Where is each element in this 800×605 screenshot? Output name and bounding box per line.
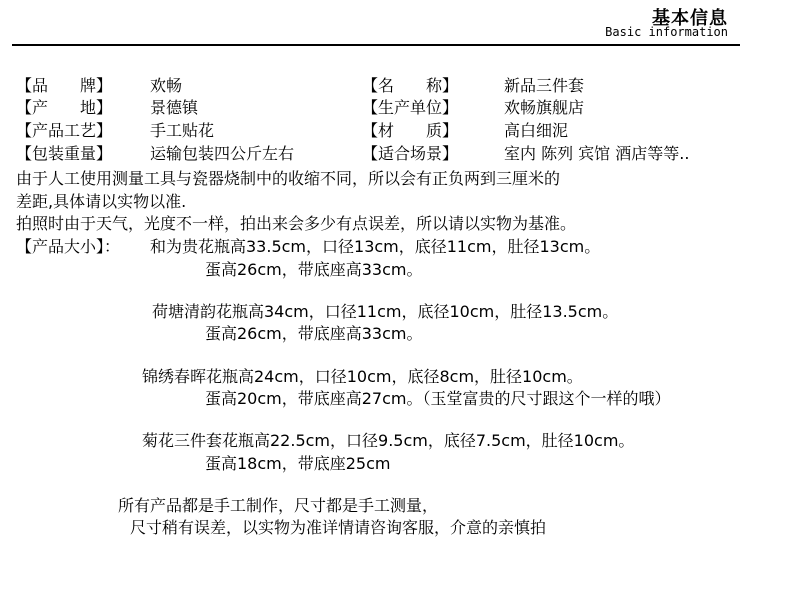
info-name-value: 新品三件套 [504, 76, 585, 95]
header-divider [12, 44, 740, 46]
footer-note: 所有产品都是手工制作，尺寸都是手工测量， [118, 496, 439, 515]
product-size-line: 和为贵花瓶高33.5cm，口径13cm，底径11cm，肚径13cm。 [150, 237, 601, 256]
info-scene-value: 室内 陈列 宾馆 酒店等等.. [504, 144, 690, 163]
info-weight-value: 运输包装四公斤左右 [150, 144, 295, 163]
info-name-label: 【名 称】 [362, 76, 459, 95]
product-size-line: 菊花三件套花瓶高22.5cm，口径9.5cm，底径7.5cm，肚径10cm。 [142, 431, 635, 450]
info-weight-label: 【包装重量】 [16, 144, 113, 163]
product-size-line: 蛋高26cm，带底座高33cm。 [205, 260, 423, 279]
info-origin-label: 【产 地】 [16, 98, 113, 117]
product-size-line: 蛋高26cm，带底座高33cm。 [205, 324, 423, 343]
note-line: 拍照时由于天气，光度不一样，拍出来会多少有点误差，所以请以实物为基准。 [16, 214, 577, 233]
info-craft-value: 手工贴花 [150, 121, 215, 140]
info-craft-label: 【产品工艺】 [16, 121, 113, 140]
product-size-line: 蛋高20cm，带底座高27cm。（玉堂富贵的尺寸跟这个一样的哦） [205, 389, 671, 408]
header-subtitle: Basic information [605, 25, 728, 39]
product-size-line: 锦绣春晖花瓶高24cm，口径10cm，底径8cm，肚径10cm。 [142, 367, 583, 386]
info-producer-label: 【生产单位】 [362, 98, 459, 117]
header-title: 基本信息 [652, 8, 728, 29]
product-size-line: 蛋高18cm，带底座25cm [205, 454, 391, 473]
product-size-line: 荷塘清韵花瓶高34cm，口径11cm，底径10cm，肚径13.5cm。 [152, 302, 619, 321]
info-origin-value: 景德镇 [150, 98, 199, 117]
info-producer-value: 欢畅旗舰店 [504, 98, 585, 117]
size-section-label: 【产品大小】： [16, 237, 121, 256]
info-brand-label: 【品 牌】 [16, 76, 113, 95]
info-material-label: 【材 质】 [362, 121, 459, 140]
info-brand-value: 欢畅 [150, 76, 183, 95]
info-scene-label: 【适合场景】 [362, 144, 459, 163]
note-line: 差距,具体请以实物以准. [16, 192, 187, 211]
info-material-value: 高白细泥 [504, 121, 569, 140]
footer-note: 尺寸稍有误差，以实物为准详情请咨询客服，介意的亲慎拍 [130, 518, 547, 537]
note-line: 由于人工使用测量工具与瓷器烧制中的收缩不同，所以会有正负两到三厘米的 [16, 169, 561, 188]
